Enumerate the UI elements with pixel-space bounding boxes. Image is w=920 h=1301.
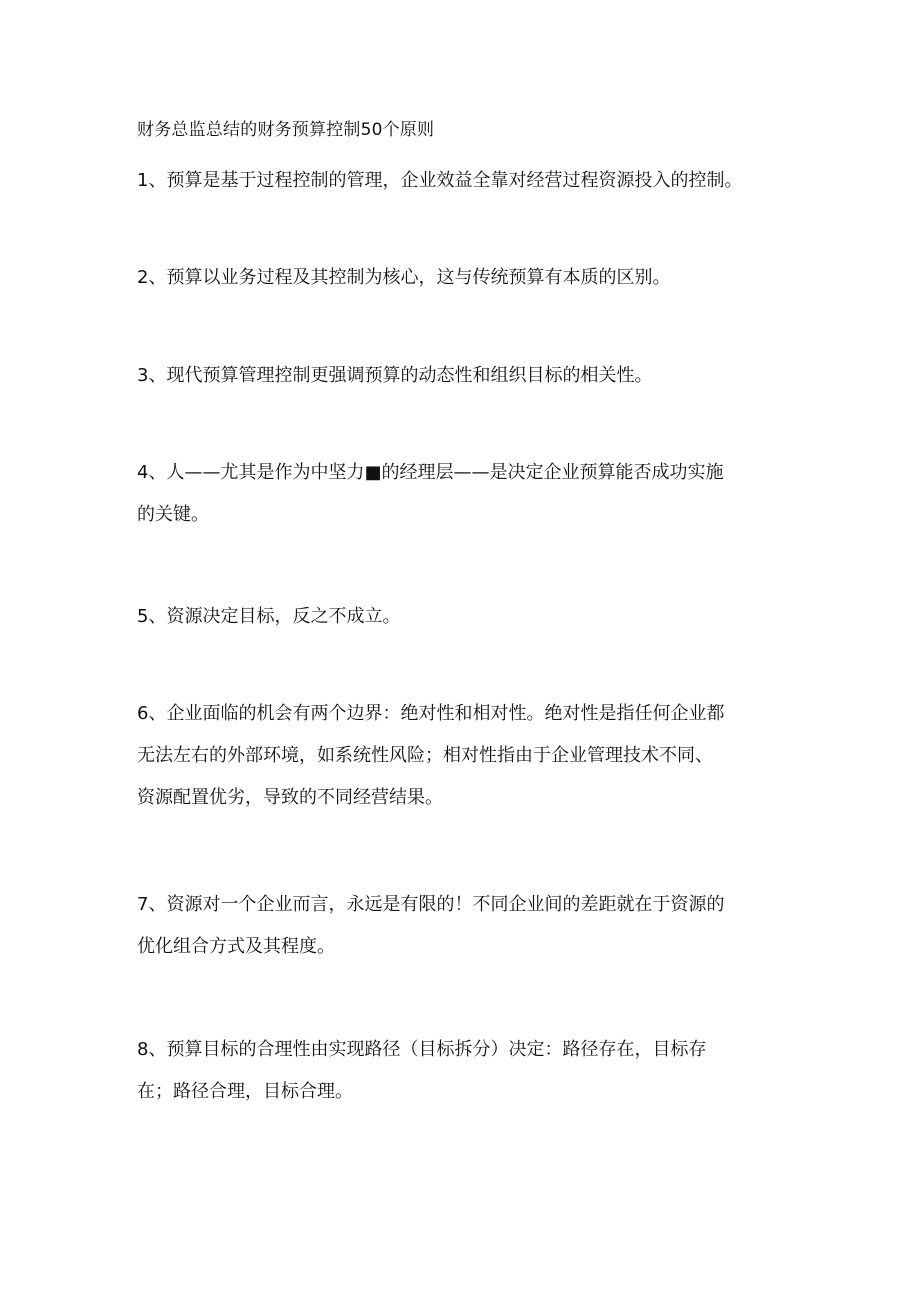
principle-paragraph-3 [137,355,797,397]
paragraph-line: 4、人——尤其是作为中坚力■的经理层——是决定企业预算能否成功实施 [137,462,724,483]
principle-paragraph-6 [137,693,797,819]
principle-paragraph-7 [137,884,797,968]
paragraph-line: 的关键。 [137,504,209,525]
document-title: 财务总监总结的财务预算控制50个原则 [137,120,435,140]
paragraph-line: 优化组合方式及其程度。 [137,936,335,957]
principle-paragraph-5 [137,596,797,638]
principle-paragraph-2 [137,257,797,299]
paragraph-line: 资源配置优劣，导致的不同经营结果。 [137,787,443,808]
paragraph-line: 2、预算以业务过程及其控制为核心，这与传统预算有本质的区别。 [137,267,671,288]
paragraph-line: 在；路径合理，目标合理。 [137,1081,353,1102]
principle-paragraph-8 [137,1029,797,1113]
paragraph-line: 无法左右的外部环境，如系统性风险；相对性指由于企业管理技术不同、 [137,745,713,766]
paragraph-line: 1、预算是基于过程控制的管理，企业效益全靠对经营过程资源投入的控制。 [137,170,743,191]
paragraph-line: 5、资源决定目标，反之不成立。 [137,606,401,627]
paragraph-line: 3、现代预算管理控制更强调预算的动态性和组织目标的相关性。 [137,365,653,386]
principle-paragraph-4 [137,452,797,536]
paragraph-line: 6、企业面临的机会有两个边界：绝对性和相对性。绝对性是指任何企业都 [137,703,725,724]
principle-paragraph-1 [137,160,797,202]
paragraph-line: 7、资源对一个企业而言，永远是有限的！不同企业间的差距就在于资源的 [137,894,725,915]
paragraph-line: 8、预算目标的合理性由实现路径（目标拆分）决定：路径存在，目标存 [137,1039,707,1060]
